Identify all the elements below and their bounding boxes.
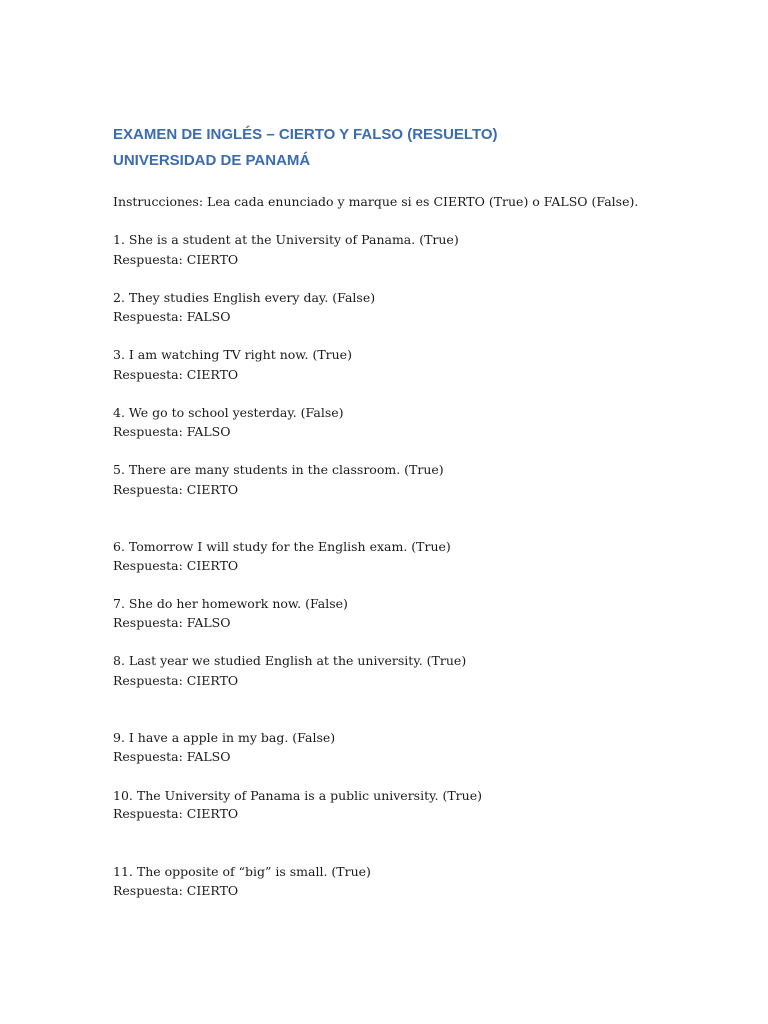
question-4-answer: Respuesta: FALSO: [113, 424, 231, 439]
question-11-answer: Respuesta: CIERTO: [113, 883, 239, 898]
question-6-statement: 6. Tomorrow I will study for the English exam. (True): [113, 539, 451, 554]
instructions-text: Instrucciones: Lea cada enunciado y marque si es CIERTO (True) o FALSO (False).: [113, 194, 639, 209]
document-title: EXAMEN DE INGLÉS – CIERTO Y FALSO (RESUELTO): [113, 126, 498, 143]
question-8-statement: 8. Last year we studied English at the university. (True): [113, 653, 467, 668]
question-8-answer: Respuesta: CIERTO: [113, 673, 239, 688]
question-10-answer: Respuesta: CIERTO: [113, 806, 239, 821]
question-5-statement: 5. There are many students in the classroom. (True): [113, 462, 444, 477]
document-subtitle: UNIVERSIDAD DE PANAMÁ: [113, 152, 311, 169]
question-7-answer: Respuesta: FALSO: [113, 615, 231, 630]
question-11-statement: 11. The opposite of “big” is small. (True): [113, 864, 371, 879]
question-2-answer: Respuesta: FALSO: [113, 309, 231, 324]
question-4-statement: 4. We go to school yesterday. (False): [113, 405, 344, 420]
question-1-statement: 1. She is a student at the University of Panama. (True): [113, 232, 459, 247]
question-9-statement: 9. I have a apple in my bag. (False): [113, 730, 336, 745]
question-3-answer: Respuesta: CIERTO: [113, 367, 239, 382]
question-5-answer: Respuesta: CIERTO: [113, 482, 239, 497]
question-2-statement: 2. They studies English every day. (False): [113, 290, 376, 305]
question-9-answer: Respuesta: FALSO: [113, 749, 231, 764]
question-3-statement: 3. I am watching TV right now. (True): [113, 347, 352, 362]
question-10-statement: 10. The University of Panama is a public university. (True): [113, 788, 482, 803]
question-1-answer: Respuesta: CIERTO: [113, 252, 239, 267]
question-7-statement: 7. She do her homework now. (False): [113, 596, 348, 611]
question-6-answer: Respuesta: CIERTO: [113, 558, 239, 573]
